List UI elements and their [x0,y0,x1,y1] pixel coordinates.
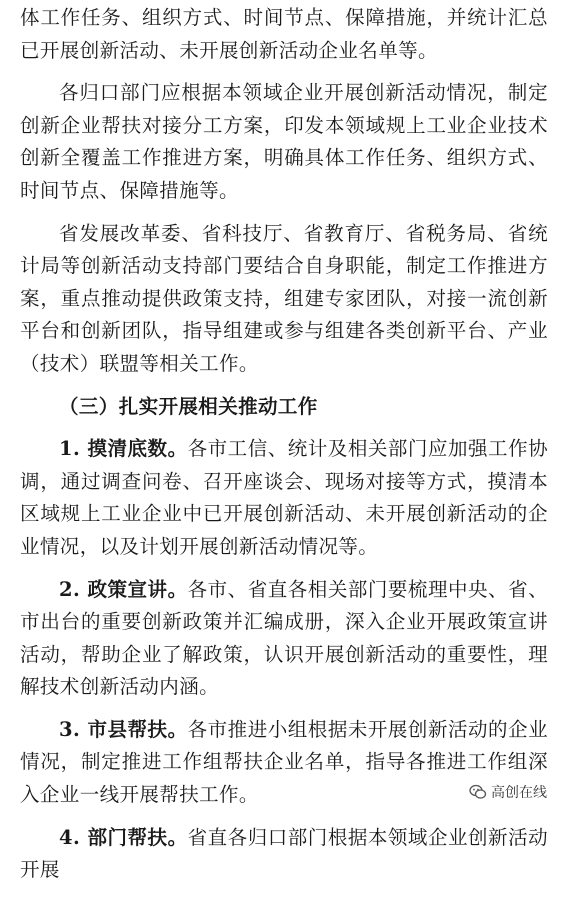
paragraph-text: 各市工信、统计及相关部门应加强工作协调，通过调查问卷、召开座谈会、现场对接等方式，摸清本区域规上工业企业中已开展创新活动、未开展创新活动的企业情况，以及计划开展创新活动情况等。 [20,437,548,558]
item-lead: 4. 部门帮扶。 [59,825,188,849]
section-heading [20,391,548,424]
watermark-label: 高创在线 [491,785,547,801]
document-page [20,2,548,897]
paragraph-text: 省发展改革委、省科技厅、省教育厅、省税务局、省统计局等创新活动支持部门要结合自身职能，制定工作推进方案，重点推动提供政策支持，组建专家团队，对接一流创新平台和创新团队，指导组建或参与组建各类创新平台、产业（技术）联盟等相关工作。 [20,221,548,375]
paragraph-7 [20,822,548,887]
paragraph-3 [20,218,548,381]
paragraph-text: 各市推进小组根据未开展创新活动的企业情况，制定推进工作组帮扶企业名单，指导各推进工作组深入企业一线开展帮扶工作。 [20,717,548,807]
wechat-icon [469,783,487,801]
paragraph-text: 省直各归口部门根据本领域企业创新活动开展 [20,825,548,882]
watermark [465,780,551,804]
heading-text: （三）扎实开展相关推动工作 [59,394,318,418]
item-lead: 1. 摸清底数。 [59,437,188,461]
paragraph-4 [20,433,548,563]
paragraph-text: 各归口部门应根据本领域企业开展创新活动情况，制定创新企业帮扶对接分工方案，印发本领域规上工业企业技术创新全覆盖工作推进方案，明确具体工作任务、组织方式、时间节点、保障措施等。 [20,81,548,202]
paragraph-text: 各市、省直各相关部门要梳理中央、省、市出台的重要创新政策并汇编成册，深入企业开展政策宣讲活动，帮助企业了解政策，认识开展创新活动的重要性，理解技术创新活动内涵。 [20,577,548,699]
item-lead: 3. 市县帮扶。 [59,717,188,741]
paragraph-2 [20,77,548,207]
paragraph-5 [20,574,548,704]
item-lead: 2. 政策宣讲。 [59,577,188,601]
paragraph-1 [20,2,548,67]
paragraph-text: 体工作任务、组织方式、时间节点、保障措施，并统计汇总已开展创新活动、未开展创新活动企业名单等。 [20,6,548,62]
